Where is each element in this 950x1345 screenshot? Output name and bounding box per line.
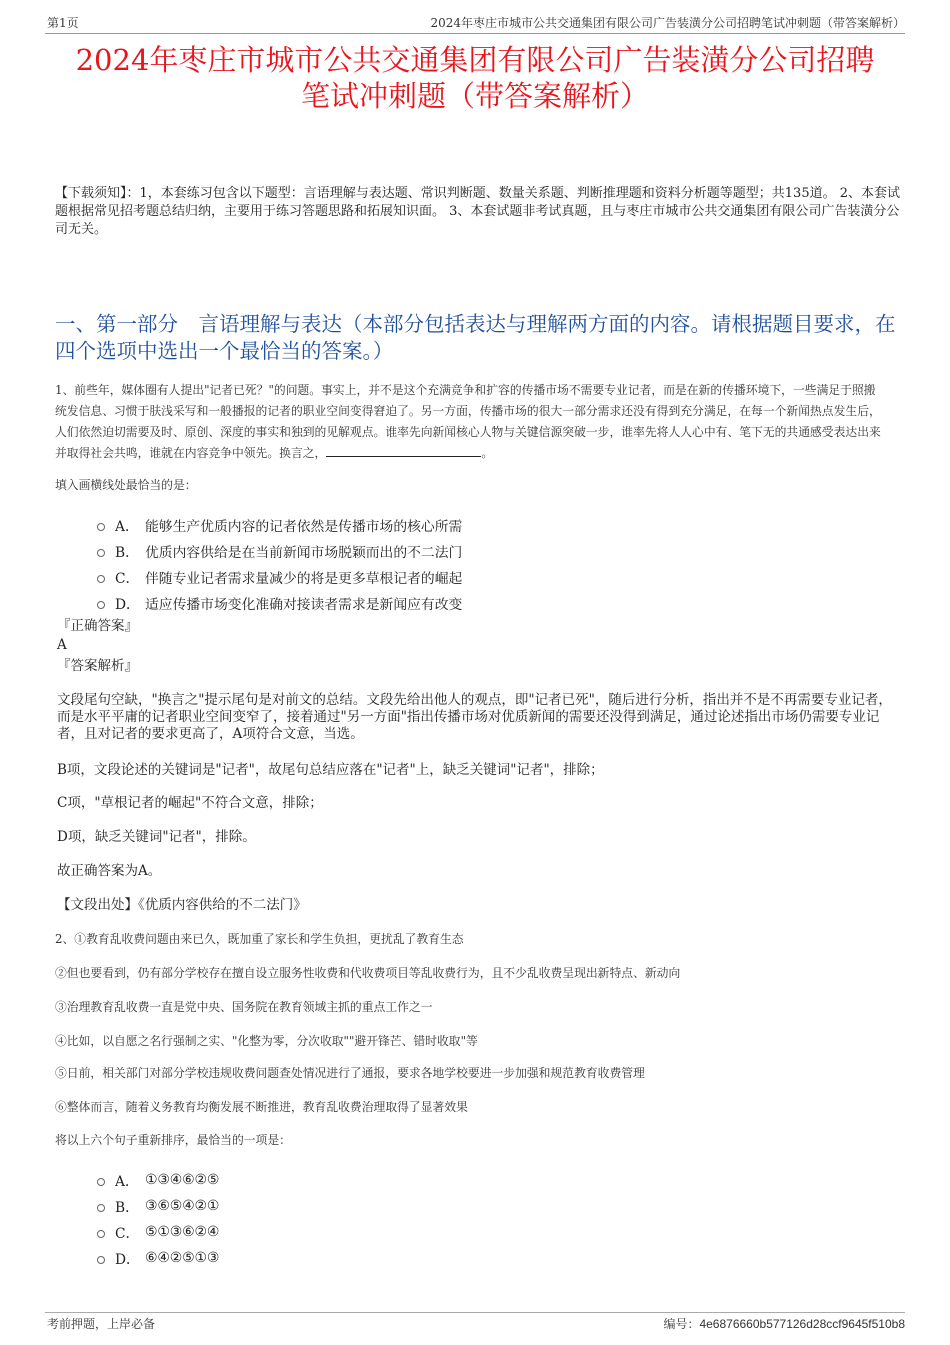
option-letter: C． <box>115 571 140 587</box>
option-a[interactable] <box>97 512 462 538</box>
option-text: 适应传播市场变化准确对接读者需求是新闻应有改变 <box>145 597 463 613</box>
option-letter: C． <box>115 1226 140 1242</box>
question-1-stem <box>55 380 885 464</box>
option-d[interactable] <box>97 1245 219 1271</box>
section-heading: 一、第一部分 言语理解与表达（本部分包括表达与理解两方面的内容。请根据题目要求，在四个选项中选出一个最恰当的答案。） <box>55 312 896 363</box>
answer-blank <box>326 444 481 457</box>
option-text: 优质内容供给是在当前新闻市场脱颖而出的不二法门 <box>145 545 463 561</box>
option-letter: A． <box>115 1174 139 1190</box>
question-2-options <box>97 1167 219 1271</box>
option-a[interactable] <box>97 1167 219 1193</box>
correct-answer: A <box>57 637 67 653</box>
radio-icon[interactable] <box>97 549 105 557</box>
option-b[interactable] <box>97 1193 219 1219</box>
analysis-conclusion: 故正确答案为A。 <box>57 863 162 879</box>
option-letter: B． <box>115 1200 139 1216</box>
option-letter: A． <box>115 519 139 535</box>
download-notice: 【下载须知】：1，本套练习包含以下题型：言语理解与表达题、常识判断题、数量关系题、判断推理题和资料分析题等题型；共135道。 2、本套试题根据常见招考题总结归纳，主要用于练习答题思路和拓展知识面。 3、本套试题非考试真题，且与枣庄市城市公共交通集团有限公司广告装潢分公司无关。 <box>55 186 900 237</box>
option-text: ①③④⑥②⑤ <box>145 1172 220 1188</box>
question-2-prompt: 将以上六个句子重新排序，最恰当的一项是： <box>55 1133 291 1147</box>
passage-source: 【文段出处】《优质内容供给的不二法门》 <box>57 897 307 913</box>
option-text: ③⑥⑤④②① <box>145 1198 220 1214</box>
option-text: 伴随专业记者需求量减少的将是更多草根记者的崛起 <box>145 571 463 587</box>
page-number: 第1页 <box>47 16 79 30</box>
option-c[interactable] <box>97 1219 219 1245</box>
q2-sentence-1: 2、①教育乱收费问题由来已久，既加重了家长和学生负担，更扰乱了教育生态 <box>55 932 464 946</box>
radio-icon[interactable] <box>97 1256 105 1264</box>
radio-icon[interactable] <box>97 575 105 583</box>
header-divider <box>45 33 905 34</box>
q2-sentence-4: ④比如，以自愿之名行强制之实、"化整为零，分次收取""避开锋芒、错时收取"等 <box>55 1034 478 1048</box>
footer-slogan: 考前押题，上岸必备 <box>47 1317 156 1331</box>
radio-icon[interactable] <box>97 1178 105 1186</box>
q2-sentence-3: ③治理教育乱收费一直是党中央、国务院在教育领域主抓的重点工作之一 <box>55 1000 433 1014</box>
title-line-1: 2024年枣庄市城市公共交通集团有限公司广告装潢分公司招聘 <box>75 43 875 77</box>
analysis-label: 『答案解析』 <box>57 658 138 674</box>
title-line-2: 笔试冲刺题（带答案解析） <box>300 79 649 113</box>
stem-text: 1、前些年，媒体圈有人提出"记者已死？"的问题。事实上，并不是这个充满竞争和扩容的传播市场不需要专业记者，而是在新的传播环境下，一些满足于照搬统发信息、习惯于肤浅采写和一般播报的记者的职业空间变得窘迫了。另一方面，传播市场的很大一部分需求还没有得到充分满足，在每一个新闻热点发生后，人们依然迫切需要及时、原创、深度的事实和独到的见解观点。谁率先向新闻核心人物与关键信源突破一步，谁率先将人人心中有、笔下无的共通感受表达出来并取得社会共鸣，谁就在内容竞争中领先。换言之， <box>55 383 881 460</box>
radio-icon[interactable] <box>97 523 105 531</box>
option-text: 能够生产优质内容的记者依然是传播市场的核心所需 <box>145 519 463 535</box>
option-d[interactable] <box>97 590 462 616</box>
analysis-option-c: C项，"草根记者的崛起"不符合文意，排除； <box>57 795 323 811</box>
correct-answer-label: 『正确答案』 <box>57 618 138 634</box>
document-title <box>40 42 910 114</box>
q2-sentence-6: ⑥整体而言，随着义务教育均衡发展不断推进，教育乱收费治理取得了显著效果 <box>55 1100 468 1114</box>
option-letter: D． <box>115 597 140 613</box>
question-1-prompt: 填入画横线处最恰当的是： <box>55 478 197 492</box>
stem-end: 。 <box>481 446 494 460</box>
q2-sentence-2: ②但也要看到，仍有部分学校存在擅自设立服务性收费和代收费项目等乱收费行为，且不少乱收费呈现出新特点、新动向 <box>55 966 681 980</box>
analysis-paragraph: 文段尾句空缺，"换言之"提示尾句是对前文的总结。文段先给出他人的观点，即"记者已死"，随后进行分析，指出并不是不再需要专业记者，而是水平平庸的记者职业空间变窄了，接着通过"另一方面"指出传播市场对优质新闻的需要还没得到满足，通过论述指出市场仍需要专业记者，且对记者的要求更高了，A项符合文意，当选。 <box>57 692 892 742</box>
option-text: ⑤①③⑥②④ <box>145 1224 220 1240</box>
question-1-options <box>97 512 462 616</box>
q2-sentence-5: ⑤日前，相关部门对部分学校违规收费问题查处情况进行了通报，要求各地学校要进一步加强和规范教育收费管理 <box>55 1066 645 1080</box>
analysis-option-d: D项，缺乏关键词"记者"，排除。 <box>57 829 256 845</box>
option-letter: D． <box>115 1252 140 1268</box>
document-id: 编号：4e6876660b577126d28ccf9645f510b8 <box>663 1317 905 1331</box>
option-text: ⑥④②⑤①③ <box>145 1250 220 1266</box>
footer-divider <box>45 1312 905 1313</box>
option-b[interactable] <box>97 538 462 564</box>
radio-icon[interactable] <box>97 1204 105 1212</box>
radio-icon[interactable] <box>97 601 105 609</box>
running-header-title: 2024年枣庄市城市公共交通集团有限公司广告装潢分公司招聘笔试冲刺题（带答案解析） <box>430 16 905 30</box>
analysis-option-b: B项，文段论述的关键词是"记者"，故尾句总结应落在"记者"上，缺乏关键词"记者"，排除； <box>57 762 604 778</box>
option-letter: B． <box>115 545 139 561</box>
radio-icon[interactable] <box>97 1230 105 1238</box>
option-c[interactable] <box>97 564 462 590</box>
